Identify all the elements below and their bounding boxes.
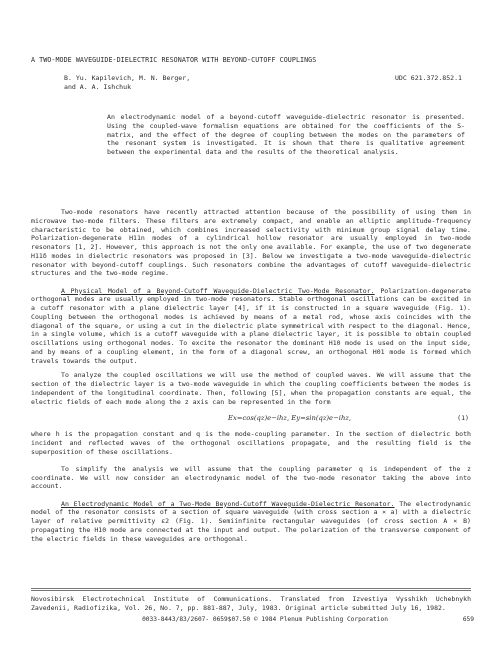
- udc-code: UDC 621.372.852.1: [394, 74, 462, 82]
- article-body: [31, 208, 471, 543]
- paragraph-intro: Two-mode resonators have recently attracted attention because of the possibility of using them in microwave two-mode filters. These filters are extremely compact, and enable an elliptic amplitude-frequency characteristic to be obtained, which combines increased selectivity with minimum group signal delay time. Polarization-degenerate H11n modes of a cylindrical hollow resonator are usually employed in two-mode resonators [1, 2]. However, this approach is not the only one available. For example, the use of two degenerate H11δ modes in dielectric resonators was proposed in [3]. Below we investigate a two-mode waveguide-dielectric resonator with beyond-cutoff couplings. Such resonators combine the advantages of cutoff waveguide-dielectric structures and the two-mode regime.: [31, 208, 471, 278]
- paragraph-physical-model-text: Polarization-degenerate orthogonal modes are usually employed in two-mode resonators. Stable orthogonal oscillations can be excited in a cutoff resonator with a plane dielectric layer [4], if it is constructed in a square waveguide (Fig. 1). Coupling between the orthogonal modes is achieved by means of a metal rod, whose axis coincides with the diagonal of the square, or using a cut in the dielectric plate symmetrical with respect to the diagonal. Hence, in a single volume, which is a cutoff waveguide with a plane dielectric layer, it is possible to obtain coupled oscillations using orthogonal modes. To excite the resonator the dominant H10 mode is used on the input side, and by means of a coupling element, in the form of a diagonal screw, an orthogonal H01 mode is formed which travels towards the output.: [31, 286, 471, 365]
- section-heading-electrodynamic-model: An Electrodynamic Model of a Two-Mode Beyond-Cutoff Waveguide-Dielectric Resonator.: [61, 499, 395, 508]
- paragraph-simplify: To simplify the analysis we will assume that the coupling parameter q is independent of the z coordinate. We will now consider an electrodynamic model of the two-mode resonator taking the above into account.: [31, 464, 471, 491]
- equation-formula: Ex=cos(qz)e−ihz, Ey=sin(qz)e−ihz,: [228, 414, 352, 423]
- abstract: An electrodynamic model of a beyond-cutoff waveguide-dielectric resonator is presented. Using the coupled-wave formalism equations are obtained for the coefficients of the S-matrix, and the effect of the degree of coupling between the modes on the parameters of the resonant system is investigated. It is shown that there is qualitative agreement between the experimental data and the results of the theoretical analysis.: [107, 113, 465, 156]
- authors-line-2: and A. A. Ishchuk: [64, 82, 132, 91]
- footer-divider-2: [31, 590, 471, 591]
- equation-number: (1): [457, 414, 469, 423]
- page-number: 659: [462, 616, 474, 623]
- paper-title: A TWO-MODE WAVEGUIDE-DIELECTRIC RESONATOR WITH BEYOND-CUTOFF COUPLINGS: [31, 56, 317, 64]
- authors-line-1: B. Yu. Kapilevich, M. N. Berger,: [64, 74, 191, 82]
- section-heading-physical-model: A Physical Model of a Beyond-Cutoff Waveguide-Dielectric Two-Mode Resonator.: [61, 286, 375, 295]
- footnote-affiliation: Novosibirsk Electrotechnical Institute of Communications. Translated from Izvestiya Vysshikh Uchebnykh Zavedenii, Radiofizika, Vol. 26, No. 7, pp. 881-887, July, 1983. Original article submitted July 16, 1982.: [31, 595, 471, 612]
- copyright-line: 0033-8443/83/2607- 0659$07.50 © 1984 Plenum Publishing Corporation: [142, 616, 388, 623]
- equation-1: [31, 414, 471, 423]
- paragraph-where: where h is the propagation constant and q is the mode-coupling parameter. In the section of dielectric both incident and reflected waves of the orthogonal oscillations propagate, and the resulting field is the superposition of these oscillations.: [31, 430, 471, 456]
- author-list: [64, 74, 190, 92]
- paragraph-physical-model: [31, 287, 471, 366]
- paragraph-coupled-waves: To analyze the coupled oscillations we will use the method of coupled waves. We will assume that the section of the dielectric layer is a two-mode waveguide in which the coupling coefficients between the modes is independent of the longitudinal coordinate. Then, following [5], when the propagation constants are equal, the electric fields of each mode along the z axis can be represented in the form: [31, 371, 471, 406]
- footer-divider: [31, 588, 471, 589]
- paragraph-electrodynamic-model-text: The electrodynamic model of the resonator consists of a section of square waveguide (with cross section a × a) with a dielectric layer of relative permittivity ε2 (Fig. 1). Semiinfinite rectangular waveguides (of cross section A × B) propagating the H10 mode are connected at the input and output. The polarization of the transverse component of the electric fields in these waveguides are orthogonal.: [31, 499, 471, 543]
- paragraph-electrodynamic-model: [31, 500, 471, 544]
